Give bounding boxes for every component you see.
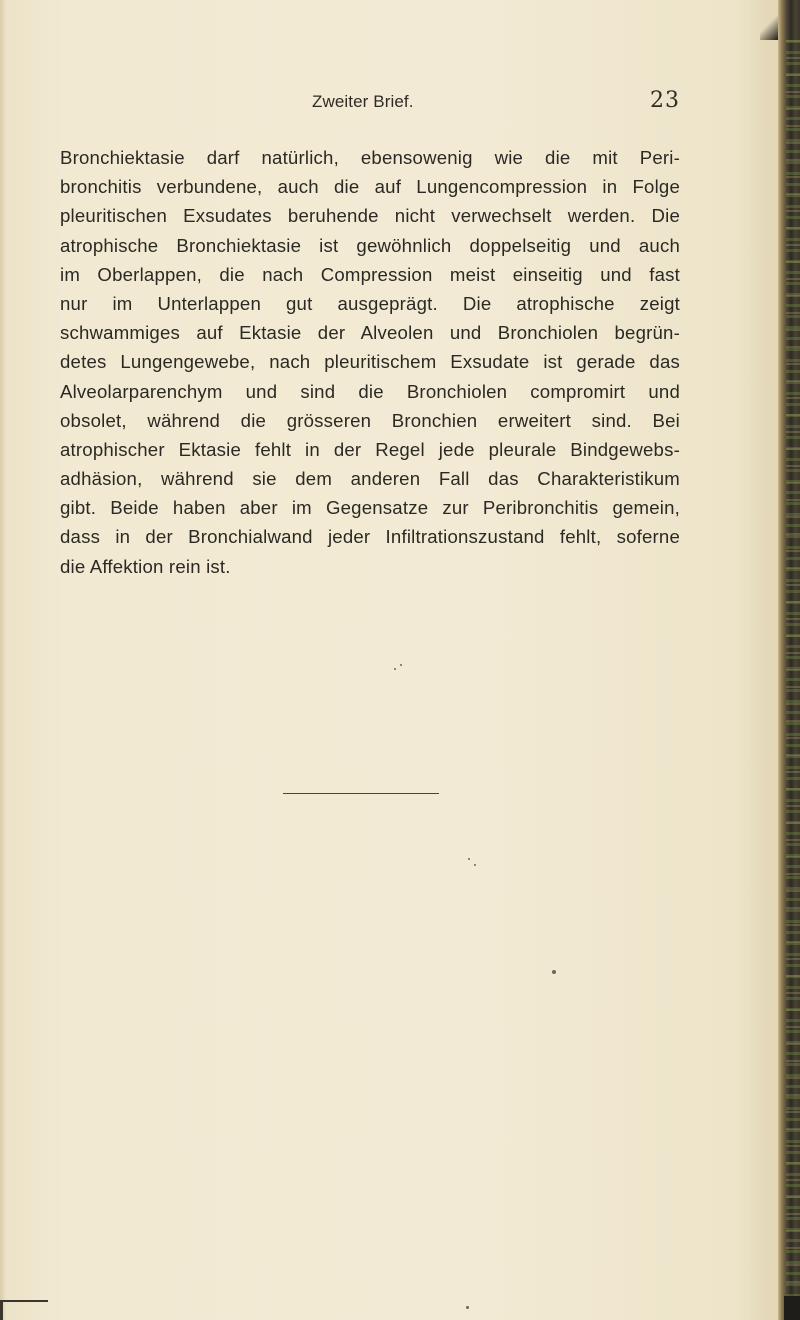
page-corner-mark xyxy=(0,1300,48,1320)
paper-speck xyxy=(394,668,396,670)
text-line: detes Lungengewebe, nach pleuritischem Exsudate ist gerade das xyxy=(60,351,680,373)
text-line: gibt. Beide haben aber im Gegensatze zur Peribronchitis gemein, xyxy=(60,497,680,519)
running-head xyxy=(60,88,680,118)
text-line: Alveolarparenchym und sind die Bronchiolen compromirt und xyxy=(60,380,680,402)
page-left-edge xyxy=(0,0,6,1320)
paper-speck xyxy=(552,970,556,974)
running-head-title: Zweiter Brief. xyxy=(312,92,414,111)
text-line: dass in der Bronchialwand jeder Infiltrationszustand fehlt, soferne xyxy=(60,526,680,548)
text-line: nur im Unterlappen gut ausgeprägt. Die atrophische zeigt xyxy=(60,292,680,314)
paper-speck xyxy=(474,864,476,866)
paper-speck xyxy=(400,664,402,666)
section-rule xyxy=(283,793,439,794)
text-line: adhäsion, während sie dem anderen Fall das Charakteristikum xyxy=(60,468,680,490)
text-line: bronchitis verbundene, auch die auf Lungencompression in Folge xyxy=(60,176,680,198)
text-line: atrophische Bronchiektasie ist gewöhnlich doppelseitig und auch xyxy=(60,234,680,256)
paragraph xyxy=(60,143,680,581)
paper-speck xyxy=(466,1306,469,1309)
spine-shadow-bottom xyxy=(784,1296,800,1320)
text-line: im Oberlappen, die nach Compression meist einseitig und fast xyxy=(60,263,680,285)
text-line: schwammiges auf Ektasie der Alveolen und Bronchiolen begrün- xyxy=(60,322,680,344)
text-line: pleuritischen Exsudates beruhende nicht verwechselt werden. Die xyxy=(60,205,680,227)
text-line: Bronchiektasie darf natürlich, ebensowenig wie die mit Peri- xyxy=(60,147,680,168)
text-line: die Affektion rein ist. xyxy=(60,555,231,577)
paper-speck xyxy=(468,858,470,860)
text-line: obsolet, während die grösseren Bronchien erweitert sind. Bei xyxy=(60,409,680,431)
page-number: 23 xyxy=(650,88,680,113)
text-line: atrophischer Ektasie fehlt in der Regel jede pleurale Bindgewebs- xyxy=(60,438,680,460)
spine-texture xyxy=(786,40,800,1300)
